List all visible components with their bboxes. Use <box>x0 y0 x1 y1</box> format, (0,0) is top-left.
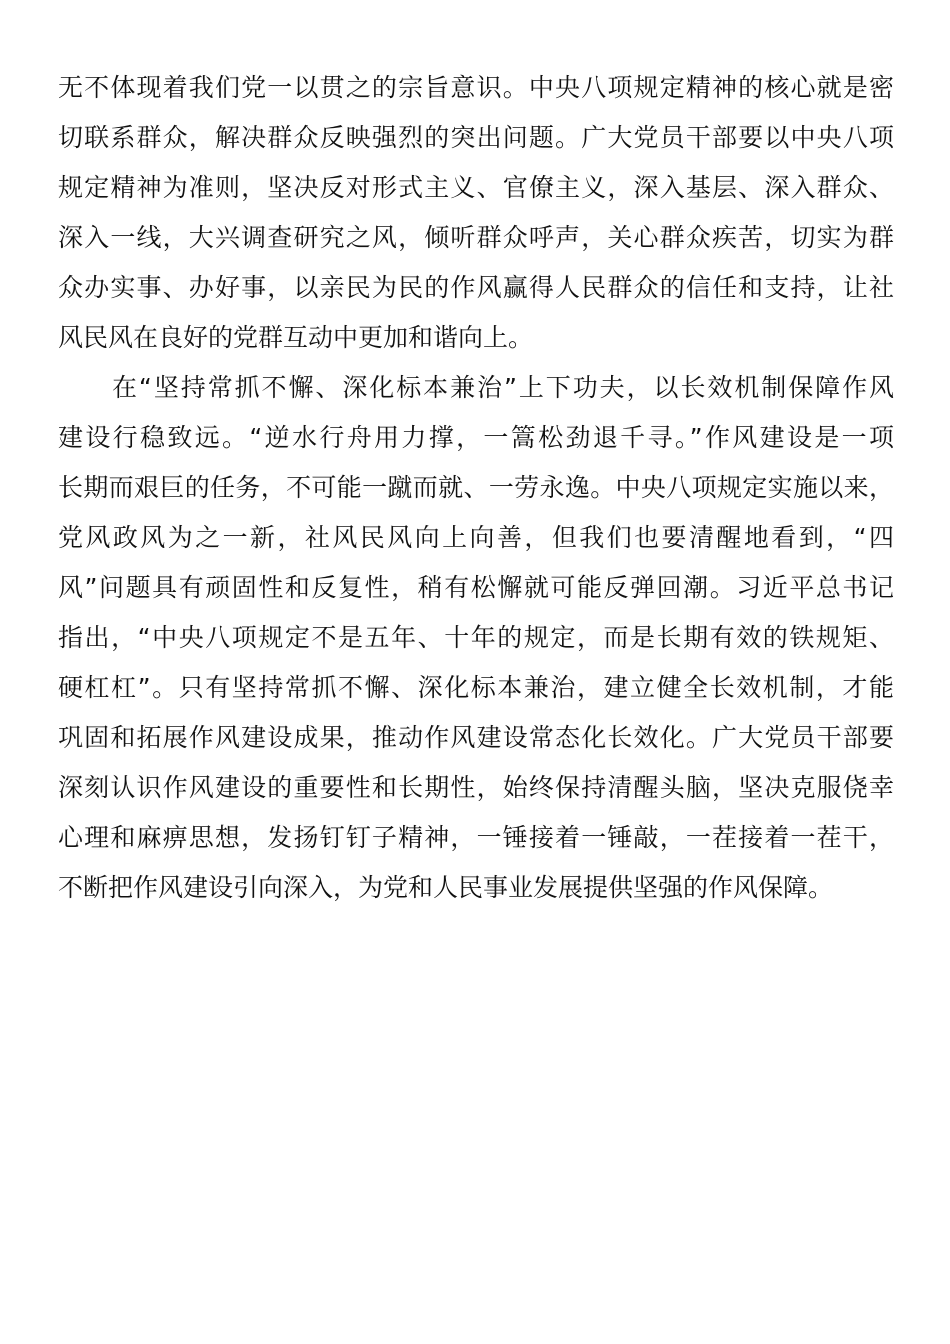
text-line: 风民风在良好的党群互动中更加和谐向上。 <box>58 323 534 352</box>
text-line: 深入一线，大兴调查研究之风，倾听群众呼声，关心群众疾苦，切实为群 <box>58 223 894 252</box>
text-line: 规定精神为准则，坚决反对形式主义、官僚主义，深入基层、深入群众、 <box>58 173 894 202</box>
text-line: 在“坚持常抓不懈、深化标本兼治”上下功夫，以长效机制保障作风 <box>112 373 894 402</box>
text-line: 风”问题具有顽固性和反复性，稍有松懈就可能反弹回潮。习近平总书记 <box>58 573 894 602</box>
text-line: 建设行稳致远。“逆水行舟用力撑，一篙松劲退千寻。”作风建设是一项 <box>58 423 894 452</box>
text-line: 长期而艰巨的任务，不可能一蹴而就、一劳永逸。中央八项规定实施以来， <box>58 473 894 502</box>
text-line: 硬杠杠”。只有坚持常抓不懈、深化标本兼治，建立健全长效机制，才能 <box>58 673 894 702</box>
document-body <box>58 63 894 913</box>
text-line: 心理和麻痹思想，发扬钉钉子精神，一锤接着一锤敲，一茬接着一茬干， <box>58 823 894 852</box>
text-line: 无不体现着我们党一以贯之的宗旨意识。中央八项规定精神的核心就是密 <box>58 73 894 102</box>
paragraph-1 <box>58 63 894 363</box>
text-line: 众办实事、办好事，以亲民为民的作风赢得人民群众的信任和支持，让社 <box>58 273 894 302</box>
text-line: 巩固和拓展作风建设成果，推动作风建设常态化长效化。广大党员干部要 <box>58 723 894 752</box>
text-line: 指出，“中央八项规定不是五年、十年的规定，而是长期有效的铁规矩、 <box>58 623 894 652</box>
text-line: 党风政风为之一新，社风民风向上向善，但我们也要清醒地看到，“四 <box>58 523 894 552</box>
paragraph-2 <box>58 363 894 913</box>
text-line: 深刻认识作风建设的重要性和长期性，始终保持清醒头脑，坚决克服侥幸 <box>58 773 894 802</box>
text-line: 切联系群众，解决群众反映强烈的突出问题。广大党员干部要以中央八项 <box>58 123 894 152</box>
text-line: 不断把作风建设引向深入，为党和人民事业发展提供坚强的作风保障。 <box>58 873 834 902</box>
